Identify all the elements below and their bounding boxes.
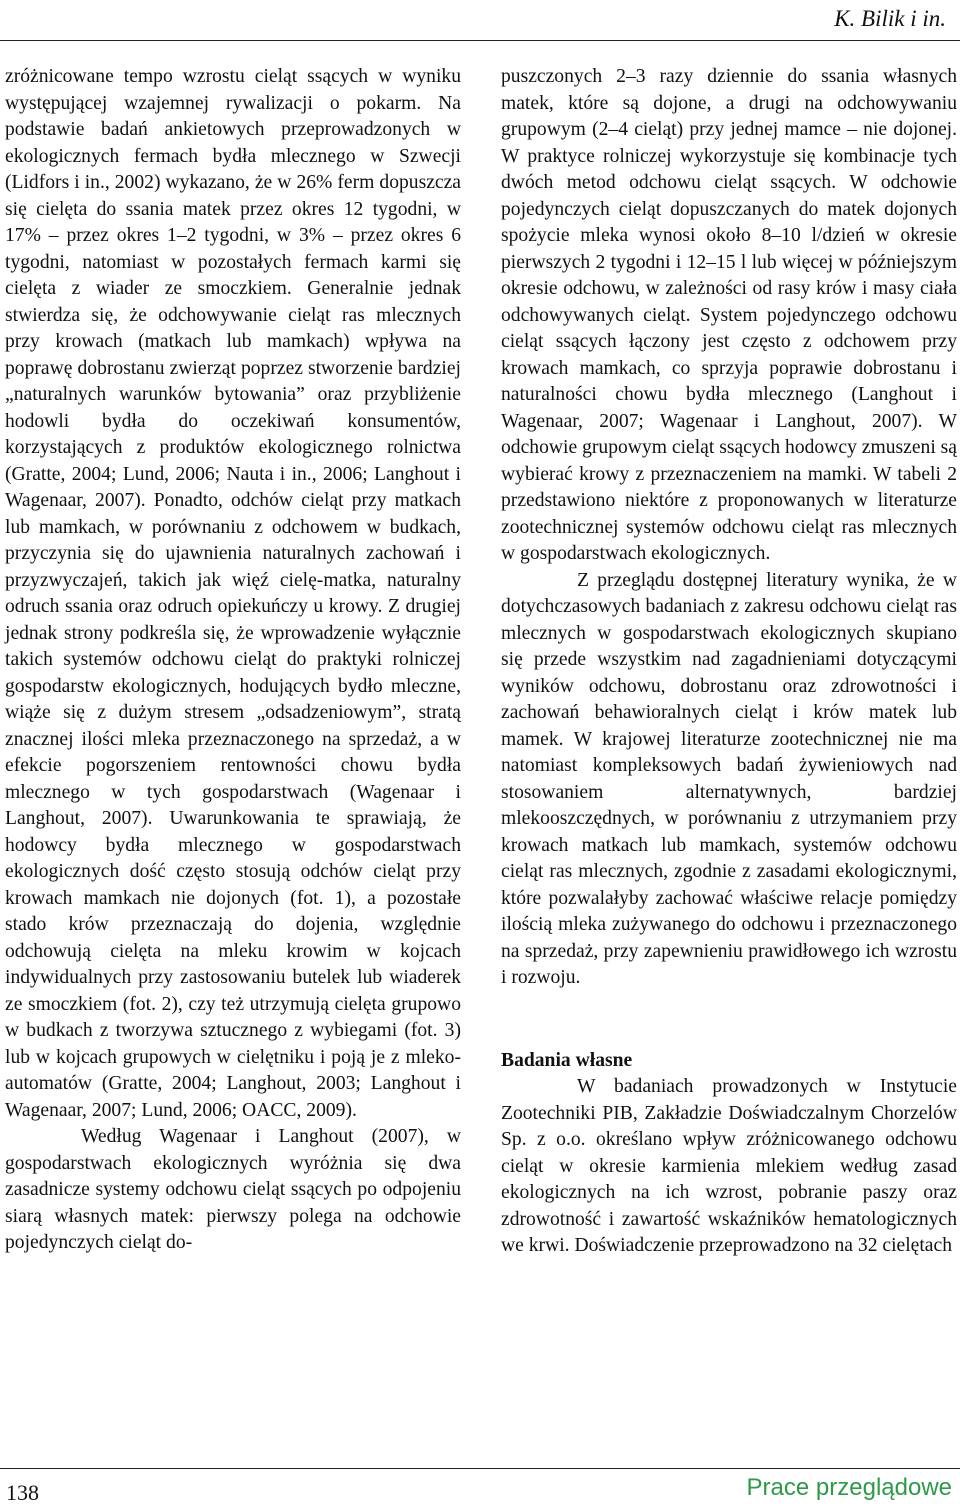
right-paragraph-1: puszczonych 2–3 razy dziennie do ssania własnych matek, które są dojone, a drugi na odchowywaniu grupowym (2–4 cieląt) przy jednej mamce – nie dojonej. W praktyce rolniczej wykorzystuje się kombinacje tych dwóch metod odchowu cieląt ssących. W odchowie pojedynczych cieląt dopuszczanych do matek dojonych spożycie mleka wynosi około 8–10 l/dzień w okresie pierwszych 2 tygodni i 12–15 l lub więcej w późniejszym okresie odchowu, w zależności od rasy krów i masy ciała odchowywanych cieląt. System pojedynczego odchowu cieląt ssących łączony jest często z odchowem przy krowach mamkach, co sprzyja poprawie dobrostanu i naturalności chowu bydła mlecznego (Langhout i Wagenaar, 2007; Wagenaar i Langhout, 2007). W odchowie grupowym cieląt ssących hodowcy zmuszeni są wybierać krowy z przeznaczeniem na mamki. W tabeli 2 przedstawiono niektóre z proponowanych w literaturze zootechnicznej systemów odchowu cieląt ras mlecznych w gospodarstwach ekologicznych. bbox=[501, 66, 957, 564]
right-column bbox=[501, 64, 957, 1260]
left-paragraph-2: Według Wagenaar i Langhout (2007), w gospodarstwach ekologicznych wyróżnia się dwa zasadnicze systemy odchowu cieląt ssących po odpojeniu siarą własnych matek: pierwszy polega na odchowie pojedynczych cieląt do- bbox=[5, 1126, 461, 1253]
right-paragraph-2: Z przeglądu dostępnej literatury wynika, że w dotychczasowych badaniach z zakresu odchowu cieląt ras mlecznych w gospodarstwach ekologicznych skupiano się przede wszystkim nad zagadnieniami dotyczącymi wyników odchowu, dobrostanu oraz zdrowotności i zachowań behawioralnych cieląt i krów matek lub mamek. W krajowej literaturze zootechnicznej nie ma natomiast kompleksowych badań żywieniowych nad stosowaniem alternatywnych, bardziej mlekooszczędnych, w porównaniu z utrzymaniem przy krowach matkach lub mamkach, systemów odchowu cieląt ras mlecznych, zgodnie z zasadami ekologicznymi, które pozwalałyby zachować właściwe relacje pomiędzy ilością mleka zużywanego do odchowu i przeznaczonego na sprzedaż, przy zapewnieniu prawidłowego ich wzrostu i rozwoju. bbox=[501, 569, 957, 988]
section-heading: Badania własne bbox=[501, 1049, 633, 1071]
footer-rule bbox=[0, 1468, 960, 1469]
left-paragraph-1: zróżnicowane tempo wzrostu cieląt ssących w wyniku występującej wzajemnej rywalizacji o pokarm. Na podstawie badań ankietowych przeprowadzonych w ekologicznych fermach bydła mlecznego w Szwecji (Lidfors i in., 2002) wykazano, że w 26% ferm dopuszcza się cielęta do ssania matek przez okres 12 tygodni, w 17% – przez okres 1–2 tygodni, w 3% – przez okres 6 tygodni, natomiast w pozostałych fermach karmi się cielęta z wiader ze smoczkiem. Generalnie jednak stwierdza się, że odchowywanie cieląt ras mlecznych przy krowach (matkach lub mamkach) wpływa na poprawę dobrostanu zwierząt poprzez stworzenie bardziej „naturalnych warunków bytowania” oraz przybliżenie hodowli bydła do oczekiwań konsumentów, korzystających z produktów ekologicznego rolnictwa (Gratte, 2004; Lund, 2006; Nauta i in., 2006; Langhout i Wagenaar, 2007). Ponadto, odchów cieląt przy matkach lub mamkach, w porównaniu z odchowem w budkach, przyczynia się do ujawnienia naturalnych zachowań i przyzwyczajeń, takich jak więź cielę-matka, naturalny odruch ssania oraz odruch opiekuńczy u krowy. Z drugiej jednak strony podkreśla się, że wprowadzenie wyłącznie takich systemów odchowu cieląt do praktyki rolniczej gospodarstw ekologicznych, hodujących bydło mleczne, wiąże się z dużym stresem „odsadzeniowym”, stratą znacznej ilości mleka przeznaczonego na sprzedaż, a w efekcie pogorszeniem rentowności chowu bydła mlecznego w tych gospodarstwach (Wagenaar i Langhout, 2007). Uwarunkowania te sprawiają, że hodowcy bydła mlecznego w gospodarstwach ekologicznych dość często stosują odchów cieląt przy krowach mamkach nie dojonych (fot. 1), a pozostałe stado krów przeznaczają do dojenia, względnie odchowują cielęta na mleku krowim w kojcach indywidualnych przy zastosowaniu butelek lub wiaderek ze smoczkiem (fot. 2), czy też utrzymują cielęta grupowo w budkach z tworzywa sztucznego z wybiegami (fot. 3) lub w kojcach grupowych w cielętniku i poją je z mleko-automatów (Gratte, 2004; Langhout, 2003; Langhout i Wagenaar, 2007; Lund, 2006; OACC, 2009). bbox=[5, 66, 461, 1121]
left-column bbox=[5, 64, 461, 1257]
right-paragraph-3: W badaniach prowadzonych w Instytucie Zootechniki PIB, Zakładzie Doświadczalnym Chorzelów Sp. z o.o. określano wpływ zróżnicowanego odchowu cieląt w okresie karmienia mlekiem według zasad ekologicznych na ich wzrost, pobranie paszy oraz zdrowotność i zawartość wskaźników hematologicznych we krwi. Doświadczenie przeprowadzono na 32 cielętach bbox=[501, 1076, 957, 1256]
running-head: K. Bilik i in. bbox=[834, 6, 946, 31]
page-number: 138 bbox=[6, 1480, 39, 1505]
header-rule bbox=[0, 40, 960, 41]
footer-section-label: Prace przeglądowe bbox=[746, 1474, 952, 1501]
